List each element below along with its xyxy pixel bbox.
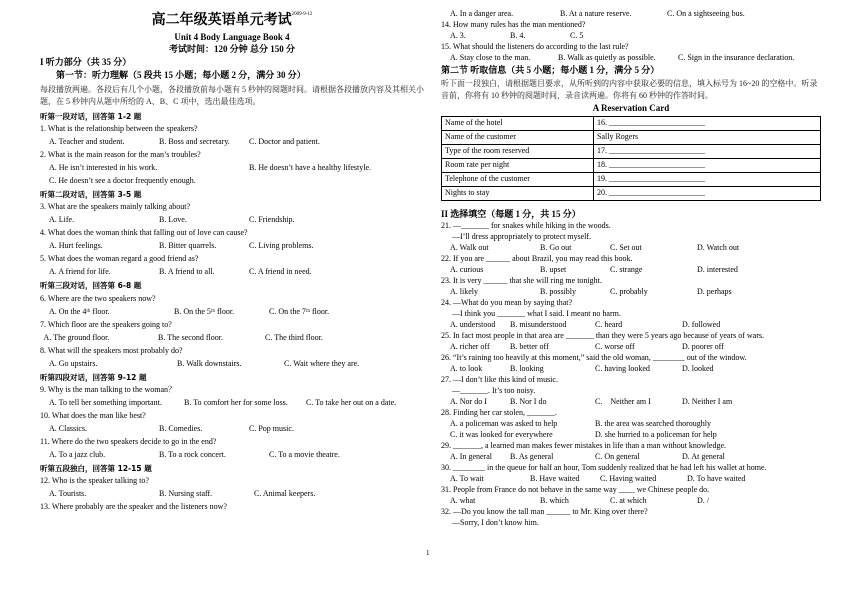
answer-option: A. to look xyxy=(450,363,483,373)
answer-option: A. To tell her something important. xyxy=(49,398,162,407)
answer-option: A. In general xyxy=(450,451,492,461)
question-text: 12. Who is the speaker talking to? xyxy=(40,476,149,486)
answer-option: B. misunderstood xyxy=(510,319,567,329)
question-text: 4. What does the woman think that falling out of love can cause? xyxy=(40,228,248,238)
answer-option: C. 5 xyxy=(570,31,584,40)
dialog-line: —I’ll dress appropriately to protect myself. xyxy=(452,231,592,241)
question-text: 22. If you are ______ about Brazil, you may read this book. xyxy=(441,253,633,263)
answer-option: A. The ground floor. xyxy=(40,332,110,342)
question-text: 29. _______, a learned man makes fewer mistakes in life than a man without knowledge. xyxy=(441,440,727,450)
option-row xyxy=(40,137,424,147)
question-text: 9. Why is the man talking to the woman？ xyxy=(40,385,177,394)
answer-option: C. Living problems. xyxy=(249,241,314,251)
part2-heading: II 选择填空（每题 1 分，共 15 分） xyxy=(441,208,581,219)
answer-option: B. A friend to all. xyxy=(159,267,215,277)
answer-option: B. possibly xyxy=(540,286,577,296)
reservation-card xyxy=(441,116,821,201)
option-row xyxy=(441,287,821,297)
answer-option: B. looking xyxy=(510,363,544,373)
answer-option: C. He doesn’t see a doctor frequently enough. xyxy=(49,175,196,185)
answer-option: A. Tourists. xyxy=(49,489,87,499)
card-field-value: 18. ________________________ xyxy=(594,158,821,172)
option-row xyxy=(40,163,424,173)
card-field-label: Nights to stay xyxy=(442,186,594,200)
answer-option: A. Go upstairs. xyxy=(49,358,98,368)
answer-option: A. a policeman was asked to help xyxy=(450,418,558,428)
part1-heading: I 听力部分（共 35 分） xyxy=(40,57,132,67)
question-text: 26. “It’s raining too heavily at this moment,” said the old woman, ________ out of the window. xyxy=(441,352,747,362)
group-heading: 听第五段独白，回答第 12-15 题 xyxy=(40,464,152,473)
card-row xyxy=(442,144,821,158)
question-text: 11. Where do the two speakers decide to go in the end? xyxy=(40,437,217,446)
answer-option: A. Classics. xyxy=(49,424,87,433)
section2-heading: 第二节 听取信息（共 5 小题；每小题 1 分，满分 5 分） xyxy=(441,65,660,75)
answer-option: B. To a rock concert. xyxy=(159,450,226,459)
option-row xyxy=(441,320,821,330)
answer-option: B. Go out xyxy=(540,242,572,252)
answer-option: A. Walk out xyxy=(450,242,489,252)
right-column xyxy=(441,8,821,528)
question-text: 14. How many rules has the man mentioned? xyxy=(441,20,586,29)
card-field-value: 19. ________________________ xyxy=(594,172,821,186)
question-text: 31. People from France do not behave in the same way ____ we Chinese people do. xyxy=(441,484,710,494)
card-title: A Reservation Card xyxy=(592,103,670,114)
answer-option: B. better off xyxy=(510,341,549,351)
answer-option: A. 3. xyxy=(450,31,466,40)
option-row xyxy=(40,241,424,251)
answer-option: D. To have waited xyxy=(687,473,746,483)
answer-option: C. On the 7ᵗʰ floor. xyxy=(269,306,330,316)
answer-option: C. Neither am I xyxy=(595,396,651,406)
option-row xyxy=(441,364,821,374)
dialog-line: —I think you _______ what I said. I meant no harm. xyxy=(452,308,621,318)
card-field-label: Name of the hotel xyxy=(442,116,594,130)
answer-option: C. Pop music. xyxy=(249,424,294,433)
group-heading: 听第四段对话，回答第 9-12 题 xyxy=(40,372,147,382)
question-text: 32. —Do you know the tall man ______ to Mr. King over there? xyxy=(441,506,648,516)
answer-option: D. looked xyxy=(682,363,714,373)
question-text: 30. ________ in the queue for half an hour, Tom suddenly realized that he had left his wallet at home. xyxy=(441,462,767,472)
answer-option: A. Nor do I xyxy=(450,396,487,406)
answer-option: D. perhaps xyxy=(697,286,732,296)
answer-option: B. He doesn’t have a healthy lifestyle. xyxy=(249,162,372,172)
question-text: 3. What are the speakers mainly talking about? xyxy=(40,202,191,212)
dialog-line: —Sorry, I don’t know him. xyxy=(452,517,539,527)
question-text: 15. What should the listeners do according to the last rule? xyxy=(441,42,629,51)
answer-option: A. Stay close to the man. xyxy=(450,53,531,62)
answer-option: B. On the 5ᵗʰ floor. xyxy=(174,306,235,316)
group-heading: 听第一段对话，回答第 1-2 题 xyxy=(40,111,142,121)
question-text: 25. In fact most people in that area are _______ than they were 5 years ago because of years of wars. xyxy=(441,330,764,340)
option-row xyxy=(441,419,821,429)
answer-option: B. To comfort her for some loss. xyxy=(184,398,288,407)
option-row xyxy=(441,496,821,506)
option-row xyxy=(441,243,821,253)
card-row xyxy=(442,158,821,172)
question-text: 21. —_______ for snakes while hiking in the woods. xyxy=(441,220,611,230)
answer-option: D. poorer off xyxy=(682,341,724,351)
right-top-questions xyxy=(441,9,821,63)
answer-option: A. To a jazz club. xyxy=(49,450,106,459)
answer-option: A. what xyxy=(450,495,476,505)
answer-option: A. In a danger area. xyxy=(450,9,514,18)
answer-option: B. Comedies. xyxy=(159,424,203,433)
answer-option: B. Walk as quietly as possible. xyxy=(558,53,656,62)
answer-option: A. Teacher and student. xyxy=(49,136,125,146)
question-text: 13. Where probably are the speaker and the listeners now? xyxy=(40,502,227,512)
answer-option: A. To wait xyxy=(450,473,484,483)
option-row xyxy=(40,398,424,408)
answer-option: B. 4. xyxy=(510,31,526,40)
card-row xyxy=(442,130,821,144)
question-text: 2. What is the main reason for the man’s troubles? xyxy=(40,149,201,159)
answer-option: B. Walk downstairs. xyxy=(177,358,242,368)
answer-option: B. At a nature reserve. xyxy=(560,9,632,18)
answer-option: C. Friendship. xyxy=(249,215,295,225)
answer-option: C. probably xyxy=(610,286,648,296)
answer-option: C. having looked xyxy=(595,363,650,373)
option-row xyxy=(441,9,821,19)
answer-option: B. which xyxy=(540,495,569,505)
option-row xyxy=(40,333,424,343)
answer-option: C. worse off xyxy=(595,341,635,351)
card-field-value: 16. ________________________ xyxy=(594,116,821,130)
answer-option: A. Life. xyxy=(49,215,75,225)
option-row xyxy=(441,397,821,407)
answer-option: D. At general xyxy=(682,451,725,461)
answer-option: A. On the 4ᵗʰ floor. xyxy=(49,306,110,316)
card-field-label: Name of the customer xyxy=(442,130,594,144)
page-title: 高二年级英语单元考试$^{2009-9-12}$ xyxy=(151,12,313,28)
question-text: 10. What does the man like best? xyxy=(40,411,146,420)
answer-option: C. strange xyxy=(610,264,643,274)
answer-option: A. richer off xyxy=(450,341,490,351)
answer-option: D. Neither I am xyxy=(682,396,733,406)
group-heading: 听第三段对话，回答第 6-8 题 xyxy=(40,281,142,291)
question-text: 28. Finding her car stolen, _______. xyxy=(441,407,557,417)
card-row xyxy=(442,186,821,200)
answer-option: C. On a sightseeing bus. xyxy=(667,9,745,18)
section1-instructions: 每段播放两遍。各段后有几个小题，各段播放前每小题有 5 秒钟的阅题时间。请根据各段播放内容及其相关小题，在 5 秒钟内从题中所给的 A、B、C 项中，选出最佳选项。 xyxy=(40,84,424,106)
option-row xyxy=(441,430,821,440)
answer-option: C. Doctor and patient. xyxy=(249,136,320,146)
answer-option: D. followed xyxy=(682,319,721,329)
answer-option: D. she hurried to a policeman for help xyxy=(595,429,717,439)
left-questions xyxy=(40,112,424,513)
answer-option: A. A friend for life. xyxy=(49,267,111,277)
answer-option: C. Sign in the insurance declaration. xyxy=(678,53,795,62)
answer-option: C. Set out xyxy=(610,242,642,252)
answer-option: D. / xyxy=(697,495,709,505)
answer-option: B. As general xyxy=(510,451,554,461)
question-text: 27. —I don’t like this kind of music. xyxy=(441,374,558,384)
exam-info: 考试时间：120 分钟 总分 150 分 xyxy=(168,43,295,54)
group-heading: 听第二段对话，回答第 3-5 题 xyxy=(40,189,142,199)
section1-heading: 第一节：听力理解（5 段共 15 小题；每小题 2 分，满分 30 分） xyxy=(56,70,306,81)
question-text: 5. What does the woman regard a good friend as? xyxy=(40,254,199,264)
question-text: 23. It is very ______ that she will ring me tonight. xyxy=(441,275,602,285)
option-row xyxy=(40,424,424,434)
card-field-label: Room rate per night xyxy=(442,158,594,172)
answer-option: A. curious xyxy=(450,264,484,274)
left-column xyxy=(40,8,424,512)
subtitle: Unit 4 Body Language Book 4 xyxy=(174,31,290,42)
answer-option: C. The third floor. xyxy=(265,332,323,342)
card-field-value: Sally Rogers xyxy=(594,130,821,144)
answer-option: D. interested xyxy=(697,264,738,274)
option-row xyxy=(441,265,821,275)
option-row xyxy=(441,53,821,63)
answer-option: C. it was looked for everywhere xyxy=(450,429,553,439)
answer-option: B. Boss and secretary. xyxy=(159,136,230,146)
option-row xyxy=(40,176,424,186)
card-field-value: 17. ________________________ xyxy=(594,144,821,158)
option-row xyxy=(40,215,424,225)
answer-option: C. Animal keepers. xyxy=(254,489,316,499)
question-text: 7. Which floor are the speakers going to? xyxy=(40,319,172,329)
option-row xyxy=(40,307,424,317)
card-field-value: 20. ________________________ xyxy=(594,186,821,200)
card-field-label: Type of the room reserved xyxy=(442,144,594,158)
answer-option: C. To take her out on a date. xyxy=(306,398,397,407)
dialog-line: —_______. It’s too noisy. xyxy=(452,385,536,395)
answer-option: B. Bitter quarrels. xyxy=(159,241,217,251)
option-row xyxy=(40,489,424,499)
card-row xyxy=(442,172,821,186)
answer-option: A. He isn’t interested in his work. xyxy=(49,162,158,172)
option-row xyxy=(441,474,821,484)
answer-option: A. likely xyxy=(450,286,478,296)
card-row xyxy=(442,116,821,130)
answer-option: B. Have waited xyxy=(530,473,580,483)
option-row xyxy=(40,450,424,460)
answer-option: C. Wait where they are. xyxy=(284,358,360,368)
answer-option: A. Hurt feelings. xyxy=(49,241,103,251)
answer-option: B. Nursing staff. xyxy=(159,489,213,499)
answer-option: B. Nor I do xyxy=(510,396,547,406)
answer-option: C. A friend in need. xyxy=(249,267,312,277)
question-text: 24. —What do you mean by saying that? xyxy=(441,297,573,307)
answer-option: C. heard xyxy=(595,319,623,329)
question-text: 6. Where are the two speakers now? xyxy=(40,293,156,303)
answer-option: B. the area was searched thoroughly xyxy=(595,418,711,428)
option-row xyxy=(40,359,424,369)
answer-option: D. Watch out xyxy=(697,242,740,252)
answer-option: C. To a movie theatre. xyxy=(269,450,340,459)
card-field-label: Telephone of the customer xyxy=(442,172,594,186)
answer-option: C. at which xyxy=(610,495,647,505)
answer-option: B. The second floor. xyxy=(158,332,223,342)
option-row xyxy=(441,342,821,352)
answer-option: C. On general xyxy=(595,451,640,461)
page-number: 1 xyxy=(426,549,430,557)
right-questions xyxy=(441,221,821,528)
option-row xyxy=(441,452,821,462)
answer-option: B. upset xyxy=(540,264,567,274)
section2-instructions: 听下面一段独白，请根据题目要求，从所听到的内容中获取必要的信息，填入标号为 16~20 的空格中。听录音前，你将有 10 秒钟的阅题时间，录音读两遍。你将有 60 秒钟的作答时间。 xyxy=(441,79,818,101)
answer-option: A. understood xyxy=(450,319,496,329)
answer-option: B. Love. xyxy=(159,215,187,225)
answer-option: C. Having waited xyxy=(600,473,657,483)
question-text: 1. What is the relationship between the speakers? xyxy=(40,123,198,133)
question-text: 8. What will the speakers most probably do? xyxy=(40,345,183,355)
option-row xyxy=(441,31,821,41)
option-row xyxy=(40,267,424,277)
exam-date: 2009-9-12 xyxy=(291,12,313,17)
